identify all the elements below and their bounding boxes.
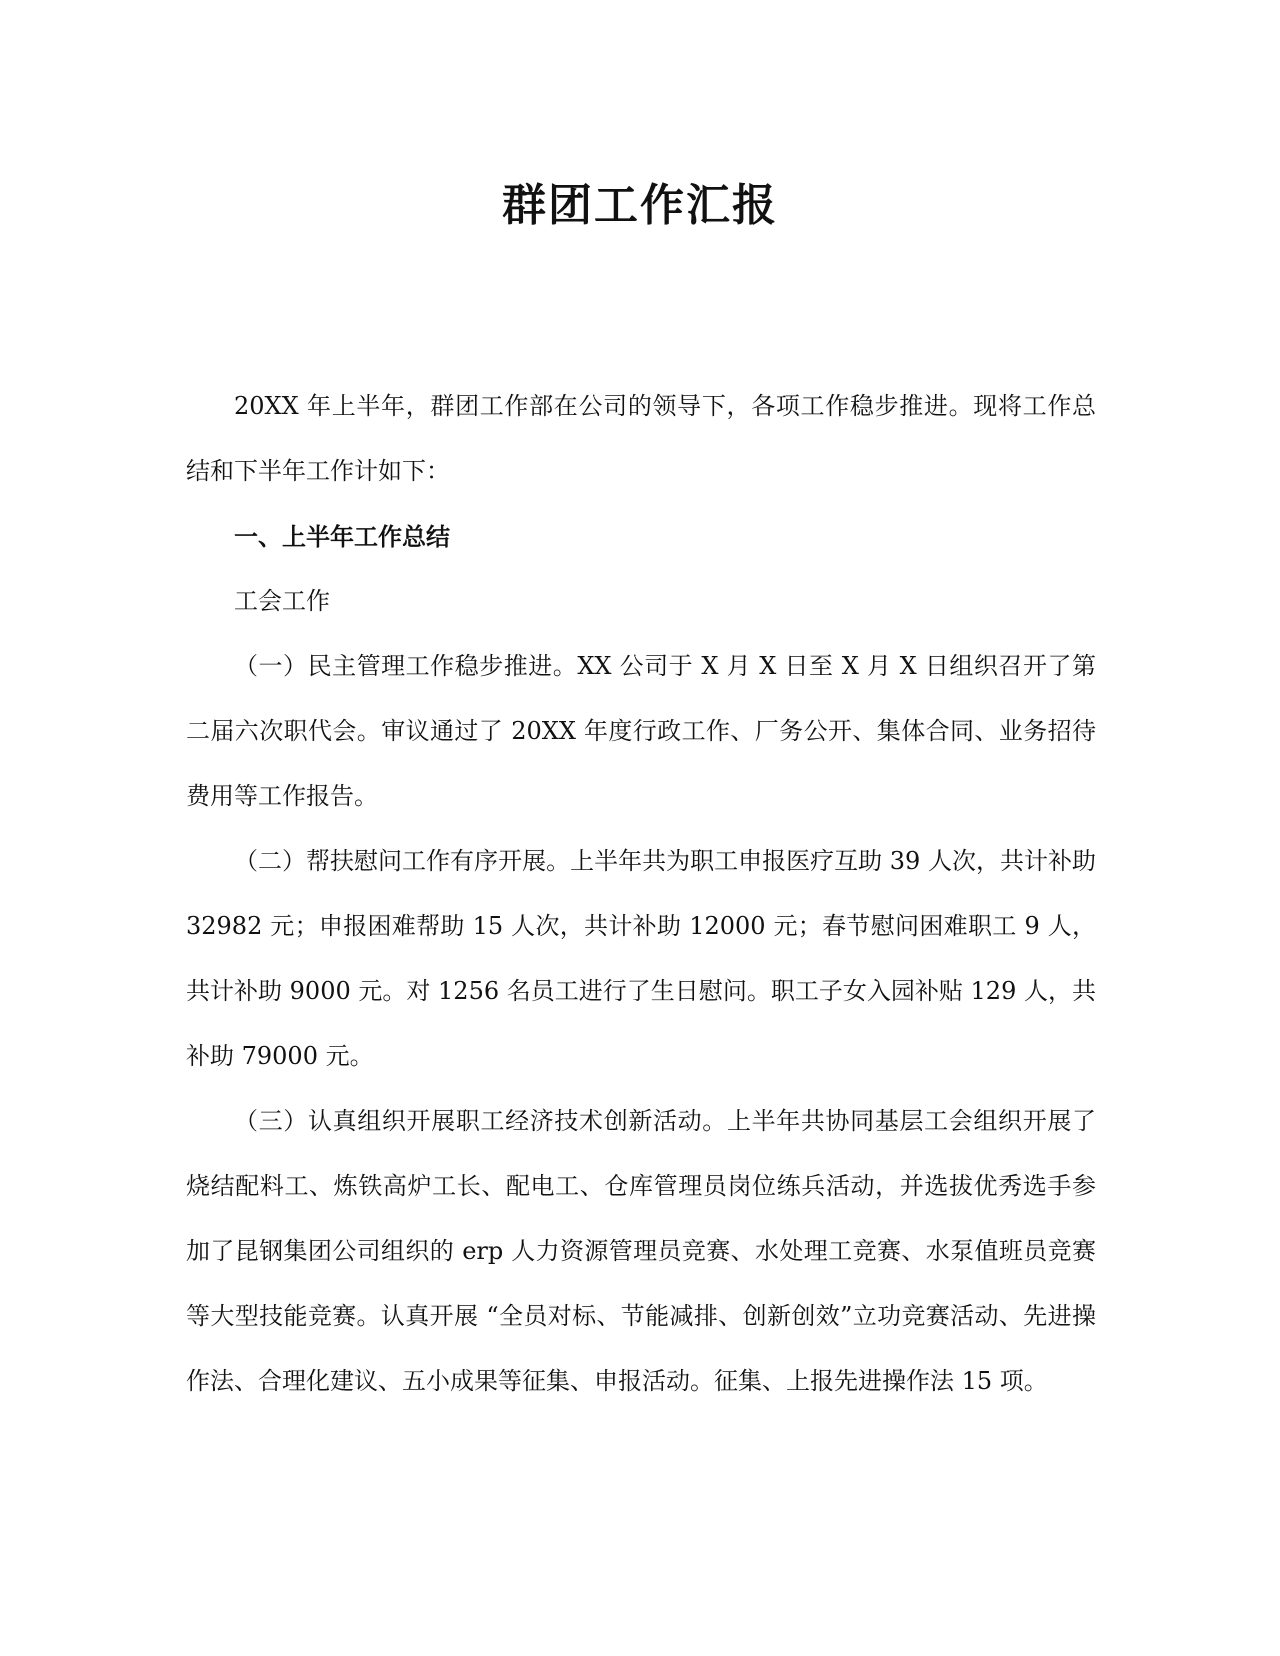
document-title: 群团工作汇报 xyxy=(502,180,778,231)
paragraph-assistance-condolence: （二）帮扶慰问工作有序开展。上半年共为职工申报医疗互助 39 人次，共计补助 32982 元；申报困难帮助 15 人次，共计补助 12000 元；春节慰问困难职工 9 人，共计补助 9000 元。对 1256 名员工进行了生日慰问。职工子女入园补贴 129 人，共补助 79000 元。 xyxy=(186,847,1096,1070)
paragraph-intro: 20XX 年上半年，群团工作部在公司的领导下，各项工作稳步推进。现将工作总结和下半年工作计如下： xyxy=(186,392,1096,485)
section-heading-first-half-summary: 一、上半年工作总结 xyxy=(234,522,450,551)
paragraph-democratic-management: （一）民主管理工作稳步推进。XX 公司于 X 月 X 日至 X 月 X 日组织召开了第二届六次职代会。审议通过了 20XX 年度行政工作、厂务公开、集体合同、业务招待费用等工作报告。 xyxy=(186,652,1096,810)
document-body xyxy=(186,374,1096,1414)
subsection-label-union-work: 工会工作 xyxy=(234,587,330,615)
paragraph-technical-innovation: （三）认真组织开展职工经济技术创新活动。上半年共协同基层工会组织开展了烧结配料工、炼铁高炉工长、配电工、仓库管理员岗位练兵活动，并选拔优秀选手参加了昆钢集团公司组织的 erp 人力资源管理员竞赛、水处理工竞赛、水泵值班员竞赛等大型技能竞赛。认真开展 “全员对标、节能减排、创新创效”立功竞赛活动、先进操作法、合理化建议、五小成果等征集、申报活动。征集、上报先进操作法 15 项。 xyxy=(186,1107,1096,1395)
